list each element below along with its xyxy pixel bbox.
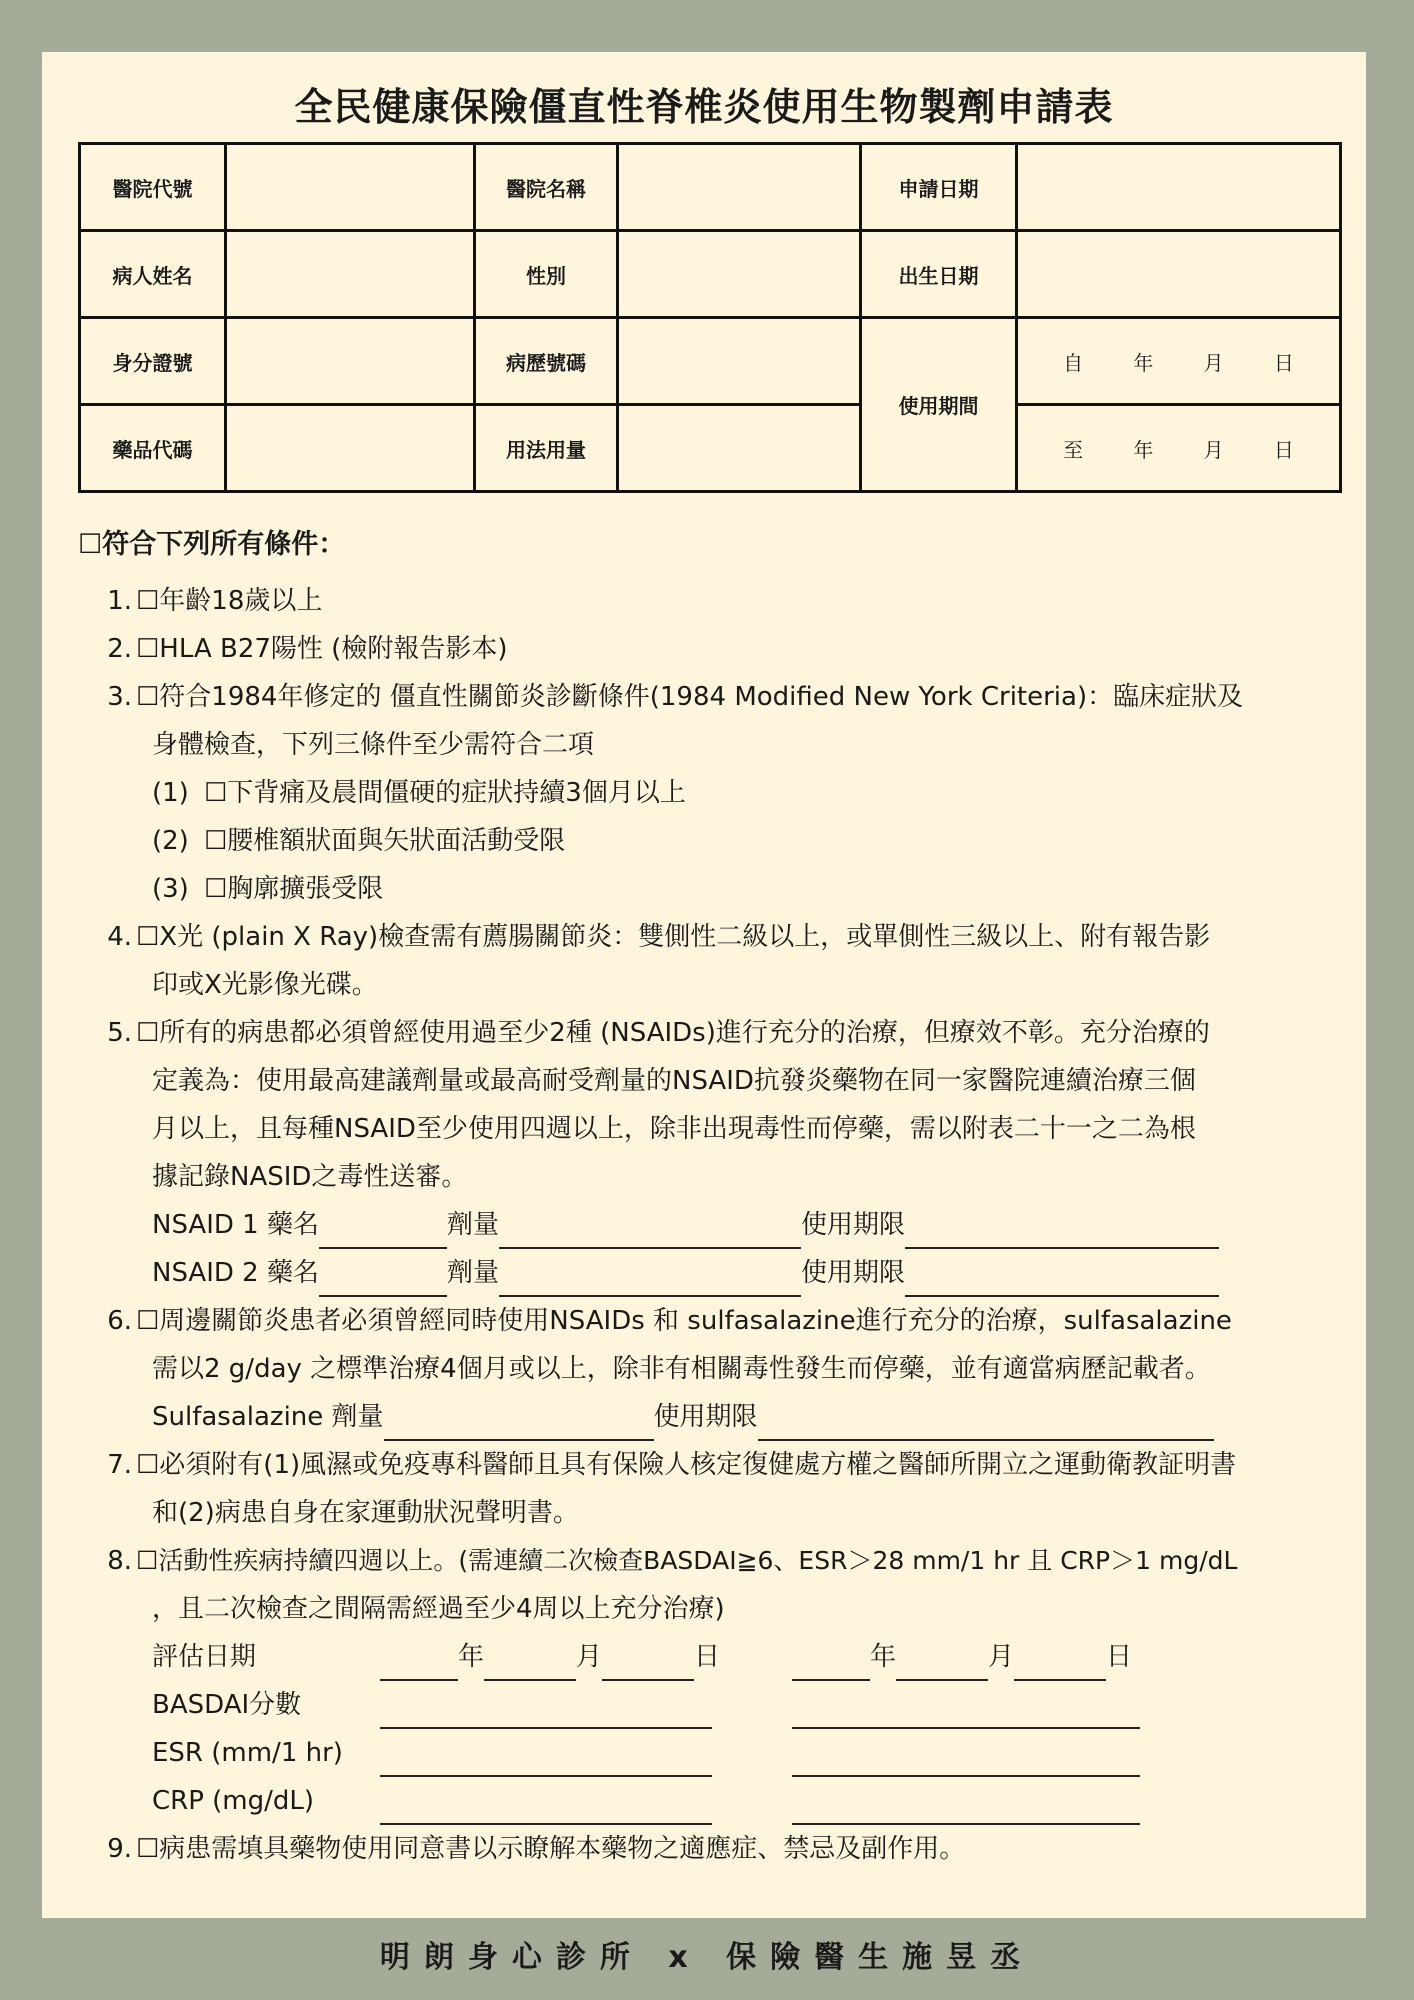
period-from-label: 自 — [1063, 350, 1084, 375]
nsaid-1-period-blank[interactable] — [905, 1213, 1219, 1249]
period-from-day: 日 — [1273, 350, 1294, 375]
list-item[interactable]: 1. ☐年齡18歲以上 — [107, 586, 323, 616]
sub-item-3[interactable]: (3) ☐胸廓擴張受限 — [152, 874, 384, 904]
field-period-from[interactable] — [1017, 318, 1341, 405]
list-item[interactable]: 4. ☐X光 (plain X Ray)檢查需有薦腸關節炎：雙側性二級以上，或單側性三級以上、附有報告影 — [107, 922, 1211, 952]
form-paper — [42, 52, 1366, 1918]
basdai-blank-2[interactable] — [792, 1693, 1140, 1729]
nsaid-1-name-blank[interactable] — [319, 1213, 447, 1249]
item-5-continued: 據記錄NASID之毒性送審。 — [152, 1162, 468, 1192]
item-4-continued: 印或X光影像光碟。 — [152, 970, 378, 1000]
item-5-text: ☐所有的病患都必須曾經使用過至少2種 (NSAIDs)進行充分的治療，但療效不彰。充分治療的 — [136, 1018, 1210, 1048]
sub-item-2[interactable]: (2) ☐腰椎額狀面與矢狀面活動受限 — [152, 826, 566, 856]
item-5-continued: 定義為：使用最高建議劑量或最高耐受劑量的NSAID抗發炎藥物在同一家醫院連續治療三個 — [152, 1066, 1196, 1096]
period-from-year: 年 — [1133, 350, 1154, 375]
nsaid-1-dose-blank[interactable] — [499, 1213, 801, 1249]
item-6-continued: 需以2 g/day 之標準治療4個月或以上，除非有相關毒性發生而停藥，並有適當病歷記載者。 — [152, 1354, 1211, 1384]
label-patient-name: 病人姓名 — [80, 231, 226, 318]
period-to-year: 年 — [1133, 437, 1154, 462]
period-to-label: 至 — [1063, 437, 1084, 462]
nsaid-2-name-blank[interactable] — [319, 1261, 447, 1297]
list-item[interactable]: 8. ☐活動性疾病持續四週以上。(需連續二次檢查BASDAI≧6、ESR＞28 mm/1 hr 且 CRP＞1 mg/dL — [107, 1546, 1238, 1576]
item-9-text: ☐病患需填具藥物使用同意書以示瞭解本藥物之適應症、禁忌及副作用。 — [136, 1834, 966, 1864]
sulfa-period-blank[interactable] — [758, 1405, 1214, 1441]
footer-credit: 明朗身心診所 x 保險醫生施昱丞 — [379, 1940, 1035, 1975]
sulfa-dose-blank[interactable] — [384, 1405, 654, 1441]
crp-blank-1[interactable] — [380, 1789, 712, 1825]
label-apply-date: 申請日期 — [861, 144, 1017, 231]
list-item[interactable]: 3. ☐符合1984年修定的 僵直性關節炎診斷條件(1984 Modified New York Criteria)：臨床症狀及 — [107, 682, 1244, 712]
esr-row: ESR (mm/1 hr) — [92, 1729, 1372, 1777]
basdai-row: BASDAI分數 — [92, 1681, 1372, 1729]
item-1-text: ☐年齡18歲以上 — [136, 586, 323, 616]
item-7-continued: 和(2)病患自身在家運動狀況聲明書。 — [152, 1498, 579, 1528]
label-hospital-code: 醫院代號 — [80, 144, 226, 231]
field-drug-code[interactable] — [226, 405, 475, 492]
label-id-number: 身分證號 — [80, 318, 226, 405]
crp-blank-2[interactable] — [792, 1789, 1140, 1825]
item-8-continued: ，且二次檢查之間隔需經過至少4周以上充分治療) — [152, 1594, 725, 1624]
item-3-text: ☐符合1984年修定的 僵直性關節炎診斷條件(1984 Modified New York Criteria)：臨床症狀及 — [136, 682, 1244, 712]
nsaid-2-row: NSAID 2 藥名 劑量 使用期限 — [92, 1249, 1372, 1297]
item-2-text: ☐HLA B27陽性 (檢附報告影本) — [136, 634, 508, 664]
period-to-month: 月 — [1203, 437, 1224, 462]
label-hospital-name: 醫院名稱 — [475, 144, 618, 231]
list-item[interactable]: 5. ☐所有的病患都必須曾經使用過至少2種 (NSAIDs)進行充分的治療，但療效不彰。充分治療的 — [107, 1018, 1210, 1048]
esr-blank-1[interactable] — [380, 1741, 712, 1777]
field-hospital-name[interactable] — [618, 144, 861, 231]
item-4-text: ☐X光 (plain X Ray)檢查需有薦腸關節炎：雙側性二級以上，或單側性三級以上、附有報告影 — [136, 922, 1211, 952]
list-item[interactable]: 7. ☐必須附有(1)風濕或免疫專科醫師且具有保險人核定復健處方權之醫師所開立之運動衛教証明書 — [107, 1450, 1237, 1480]
field-birth-date[interactable] — [1017, 231, 1341, 318]
field-gender[interactable] — [618, 231, 861, 318]
criteria-list — [92, 577, 1372, 1873]
form-title: 全民健康保險僵直性脊椎炎使用生物製劑申請表 — [294, 85, 1114, 129]
period-to-day: 日 — [1273, 437, 1294, 462]
nsaid-1-row: NSAID 1 藥名 劑量 使用期限 — [92, 1201, 1372, 1249]
period-from-month: 月 — [1203, 350, 1224, 375]
esr-blank-2[interactable] — [792, 1741, 1140, 1777]
label-usage-period: 使用期間 — [861, 318, 1017, 492]
item-6-text: ☐周邊關節炎患者必須曾經同時使用NSAIDs 和 sulfasalazine進行充分的治療，sulfasalazine — [136, 1306, 1232, 1336]
basdai-blank-1[interactable] — [380, 1693, 712, 1729]
label-record-number: 病歷號碼 — [475, 318, 618, 405]
sulfasalazine-row: Sulfasalazine 劑量 使用期限 — [92, 1393, 1372, 1441]
field-id-number[interactable] — [226, 318, 475, 405]
label-gender: 性別 — [475, 231, 618, 318]
field-record-number[interactable] — [618, 318, 861, 405]
eval-date-row: 評估日期 年 月 日 年 月 日 — [92, 1633, 1372, 1681]
nsaid-2-period-blank[interactable] — [905, 1261, 1219, 1297]
field-apply-date[interactable] — [1017, 144, 1341, 231]
field-period-to[interactable] — [1017, 405, 1341, 492]
item-3-continued: 身體檢查，下列三條件至少需符合二項 — [152, 730, 595, 760]
item-8-text: ☐活動性疾病持續四週以上。(需連續二次檢查BASDAI≧6、ESR＞28 mm/1 hr 且 CRP＞1 mg/dL — [136, 1546, 1238, 1575]
field-patient-name[interactable] — [226, 231, 475, 318]
nsaid-2-dose-blank[interactable] — [499, 1261, 801, 1297]
list-item[interactable]: 9. ☐病患需填具藥物使用同意書以示瞭解本藥物之適應症、禁忌及副作用。 — [107, 1834, 966, 1864]
patient-info-table — [78, 142, 1342, 493]
item-5-continued: 月以上，且每種NSAID至少使用四週以上，除非出現毒性而停藥，需以附表二十一之二為根 — [152, 1114, 1196, 1144]
field-dosage[interactable] — [618, 405, 861, 492]
sub-item-1[interactable]: (1) ☐下背痛及晨間僵硬的症狀持續3個月以上 — [152, 778, 686, 808]
list-item[interactable]: 6. ☐周邊關節炎患者必須曾經同時使用NSAIDs 和 sulfasalazine進行充分的治療，sulfasalazine — [107, 1306, 1232, 1336]
field-hospital-code[interactable] — [226, 144, 475, 231]
crp-row: CRP (mg/dL) — [92, 1777, 1372, 1825]
label-birth-date: 出生日期 — [861, 231, 1017, 318]
criteria-heading[interactable]: ☐符合下列所有條件： — [78, 529, 346, 560]
label-dosage: 用法用量 — [475, 405, 618, 492]
label-drug-code: 藥品代碼 — [80, 405, 226, 492]
list-item[interactable]: 2. ☐HLA B27陽性 (檢附報告影本) — [107, 634, 508, 664]
item-7-text: ☐必須附有(1)風濕或免疫專科醫師且具有保險人核定復健處方權之醫師所開立之運動衛教証明書 — [136, 1450, 1237, 1480]
